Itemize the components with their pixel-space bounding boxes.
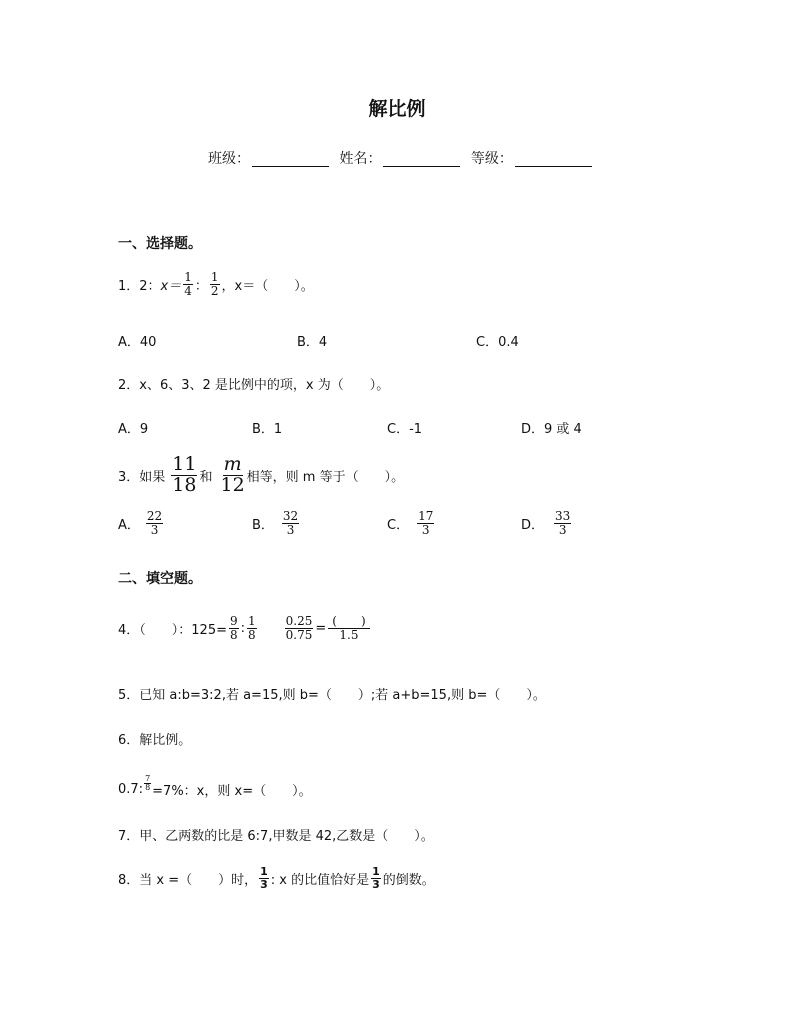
q1-suffix: ，x＝（ ）。	[221, 278, 314, 294]
question-5: 5．已知 a:b=3:2,若 a=15,则 b=（ ）;若 a+b=15,则 b=（ ）。	[118, 688, 546, 703]
q1-fraction-1: $\frac{1}{4}$	[184, 270, 192, 298]
student-info-line	[208, 148, 598, 168]
q1-x-eq: x＝	[160, 278, 182, 294]
q8-fraction-2: $\frac{1}{3}$	[372, 865, 380, 891]
question-6-equation	[118, 768, 312, 799]
q8-prefix: 8．当 x =（ ）时，	[118, 872, 258, 888]
q3-fraction-1: $\frac{11}{18}$	[172, 453, 197, 496]
q2-option-d[interactable]: D．9 或 4	[521, 422, 582, 437]
q1-option-c[interactable]: C．0.4	[476, 335, 519, 350]
q1-option-b[interactable]: B．4	[297, 335, 328, 350]
name-label: 姓名：	[339, 151, 382, 167]
q8-mid: : x 的比值恰好是	[270, 872, 370, 888]
page-title: 解比例	[368, 98, 426, 120]
q8-suffix: 的倒数。	[382, 872, 435, 888]
question-3	[118, 455, 404, 496]
q3-fraction-2: $\frac{m}{12}$	[220, 453, 245, 496]
question-6: 6．解比例。	[118, 733, 192, 748]
q6-prefix: 0.7:	[118, 782, 144, 797]
q3-mid: 和	[199, 469, 213, 485]
question-2: 2．x、6、3、2 是比例中的项，x 为（ ）。	[118, 378, 390, 393]
q3-option-b[interactable]: B． $\frac{32}{3}$	[252, 509, 299, 537]
q4-colon: :	[240, 620, 246, 636]
q1-fraction-2: $\frac{1}{2}$	[210, 270, 219, 298]
class-label: 班级：	[208, 151, 250, 167]
q4-fraction-3: $\frac{0.25}{0.75}$	[285, 614, 313, 642]
q4-equals: =	[315, 620, 327, 636]
q1-colon: ：	[194, 278, 208, 294]
q4-prefix: 4．（ ）：125=	[118, 622, 227, 638]
q2-option-b[interactable]: B．1	[252, 422, 283, 437]
q3-option-c[interactable]: C． $\frac{17}{3}$	[387, 509, 434, 537]
q3-prefix: 3．如果	[118, 469, 166, 485]
question-4	[118, 615, 372, 641]
class-blank[interactable]	[252, 152, 329, 167]
q2-option-a[interactable]: A．9	[118, 422, 149, 437]
q4-fraction-4[interactable]: $\frac{( )}{1.5}$	[328, 615, 369, 641]
grade-blank[interactable]	[515, 152, 592, 167]
q6-fraction: $\frac{7}{8}$	[145, 773, 151, 792]
q1-prefix: 1．2：	[118, 278, 161, 294]
question-1	[118, 271, 314, 297]
q4-fraction-2: $\frac{1}{8}$	[248, 614, 256, 642]
q1-option-a[interactable]: A．40	[118, 335, 157, 350]
section-heading-fill: 二、填空题。	[118, 571, 202, 587]
q3-option-d[interactable]: D． $\frac{33}{3}$	[521, 509, 571, 537]
name-blank[interactable]	[383, 152, 460, 167]
question-8	[118, 866, 435, 890]
q2-option-c[interactable]: C．-1	[387, 422, 423, 437]
q3-option-a[interactable]: A． $\frac{22}{3}$	[118, 509, 163, 537]
q3-suffix: 相等，则 m 等于（ ）。	[246, 469, 405, 485]
section-heading-choice: 一、选择题。	[118, 236, 202, 252]
q8-fraction-1: $\frac{1}{3}$	[260, 865, 268, 891]
question-7: 7．甲、乙两数的比是 6:7,甲数是 42,乙数是（ ）。	[118, 829, 434, 844]
q6-suffix: =7%：x，则 x=（ ）。	[152, 784, 312, 799]
q4-fraction-1: $\frac{9}{8}$	[229, 614, 238, 642]
grade-label: 等级：	[470, 151, 513, 167]
